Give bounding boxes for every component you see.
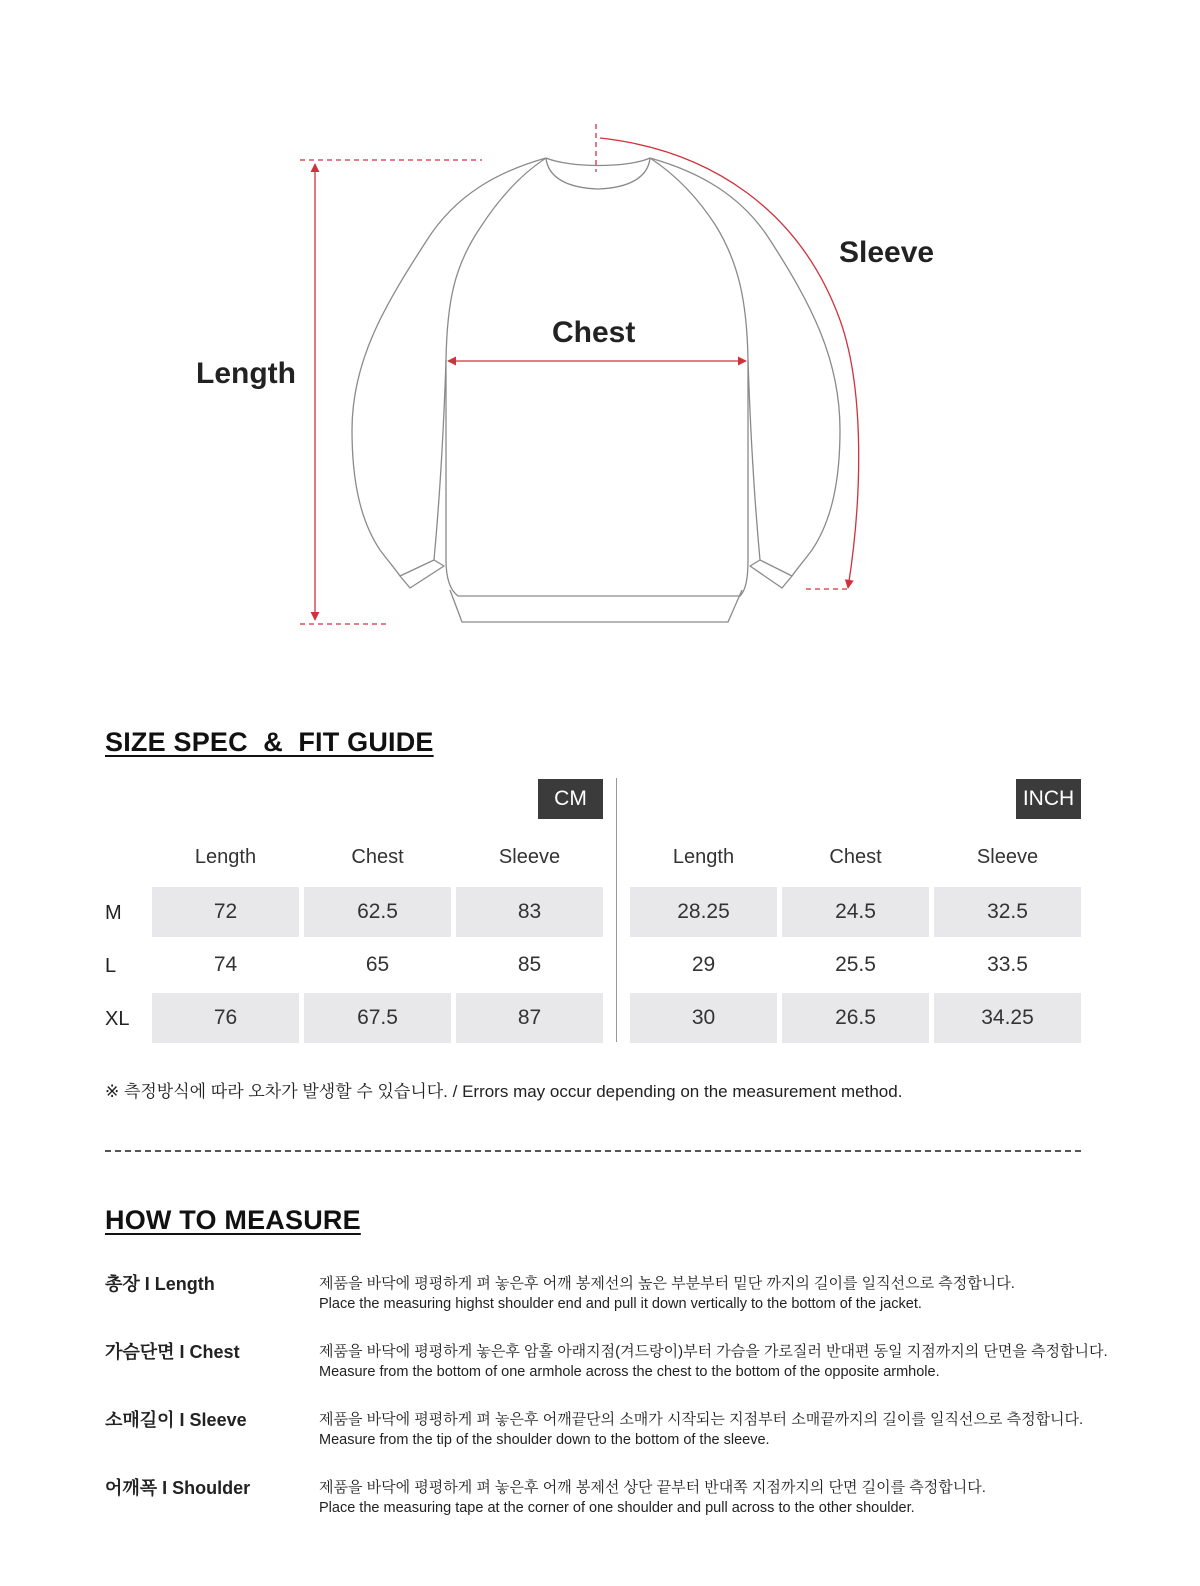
length-label: Length xyxy=(196,357,296,390)
measurement-error-note: ※ 측정방식에 따라 오차가 발생할 수 있습니다. / Errors may occur depending on the measurement method. xyxy=(105,1082,903,1101)
table-cell: 87 xyxy=(456,993,603,1043)
table-cell: 34.25 xyxy=(934,993,1081,1043)
measure-term-sleeve: 소매길이 I Sleeve xyxy=(105,1410,247,1430)
size-label-m: M xyxy=(105,902,122,924)
sleeve-label: Sleeve xyxy=(839,236,935,269)
sweatshirt-measurement-diagram xyxy=(0,0,1200,660)
table-cell: 76 xyxy=(152,993,299,1043)
table-cell: 24.5 xyxy=(782,887,929,937)
size-label-xl: XL xyxy=(105,1008,130,1030)
table-cell: 74 xyxy=(213,953,238,976)
table-cell: 85 xyxy=(517,953,542,976)
table-cell: 32.5 xyxy=(934,887,1081,937)
table-cell: 33.5 xyxy=(987,953,1028,976)
measure-desc-en-shoulder: Place the measuring tape at the corner of one shoulder and pull across to the other shoulder. xyxy=(319,1500,915,1516)
cm-col-chest: Chest xyxy=(351,846,404,868)
unit-badge-inch: INCH xyxy=(1016,779,1081,819)
length-measure-line xyxy=(300,160,482,624)
table-cell: 29 xyxy=(691,953,716,976)
table-cell: 72 xyxy=(152,887,299,937)
measure-desc-ko-length: 제품을 바닥에 평평하게 펴 놓은후 어깨 봉제선의 높은 부분부터 밑단 까지의 길이를 일직선으로 측정합니다. xyxy=(319,1275,1015,1292)
unit-badge-cm: CM xyxy=(538,779,603,819)
section-divider xyxy=(105,1150,1081,1152)
inch-col-chest: Chest xyxy=(829,846,882,868)
size-label-l: L xyxy=(105,955,117,977)
table-cell: 62.5 xyxy=(304,887,451,937)
table-cell: 30 xyxy=(630,993,777,1043)
table-cell: 26.5 xyxy=(782,993,929,1043)
table-cell: 65 xyxy=(365,953,390,976)
measure-desc-en-sleeve: Measure from the tip of the shoulder down to the bottom of the sleeve. xyxy=(319,1432,770,1448)
measure-desc-ko-shoulder: 제품을 바닥에 평평하게 펴 놓은후 어깨 봉제선 상단 끝부터 반대쪽 지점까지의 단면 길이를 측정합니다. xyxy=(319,1479,986,1496)
measure-term-length: 총장 I Length xyxy=(105,1274,215,1294)
measure-term-chest: 가슴단면 I Chest xyxy=(105,1342,240,1362)
cm-col-length: Length xyxy=(194,846,257,868)
size-spec-heading: SIZE SPEC & FIT GUIDE xyxy=(105,727,434,757)
how-to-measure-heading: HOW TO MEASURE xyxy=(105,1205,361,1235)
table-cell: 83 xyxy=(456,887,603,937)
cm-col-sleeve: Sleeve xyxy=(498,846,561,868)
measure-term-shoulder: 어깨폭 I Shoulder xyxy=(105,1478,251,1498)
sweatshirt-outline xyxy=(352,158,840,622)
chest-label: Chest xyxy=(552,316,636,349)
inch-col-sleeve: Sleeve xyxy=(976,846,1039,868)
unit-divider xyxy=(616,778,617,1042)
measure-desc-ko-sleeve: 제품을 바닥에 평평하게 펴 놓은후 어깨끝단의 소매가 시작되는 지점부터 소매끝까지의 길이를 일직선으로 측정합니다. xyxy=(319,1411,1084,1428)
measure-desc-en-chest: Measure from the bottom of one armhole across the chest to the bottom of the opposite armhole. xyxy=(319,1364,940,1380)
inch-col-length: Length xyxy=(672,846,735,868)
table-cell: 25.5 xyxy=(835,953,876,976)
measure-desc-en-length: Place the measuring highst shoulder end and pull it down vertically to the bottom of the jacket. xyxy=(319,1296,922,1312)
measure-desc-ko-chest: 제품을 바닥에 평평하게 놓은후 암홀 아래지점(겨드랑이)부터 가슴을 가로질러 반대편 동일 지점까지의 단면을 측정합니다. xyxy=(319,1343,1108,1360)
table-cell: 28.25 xyxy=(630,887,777,937)
table-cell: 67.5 xyxy=(304,993,451,1043)
